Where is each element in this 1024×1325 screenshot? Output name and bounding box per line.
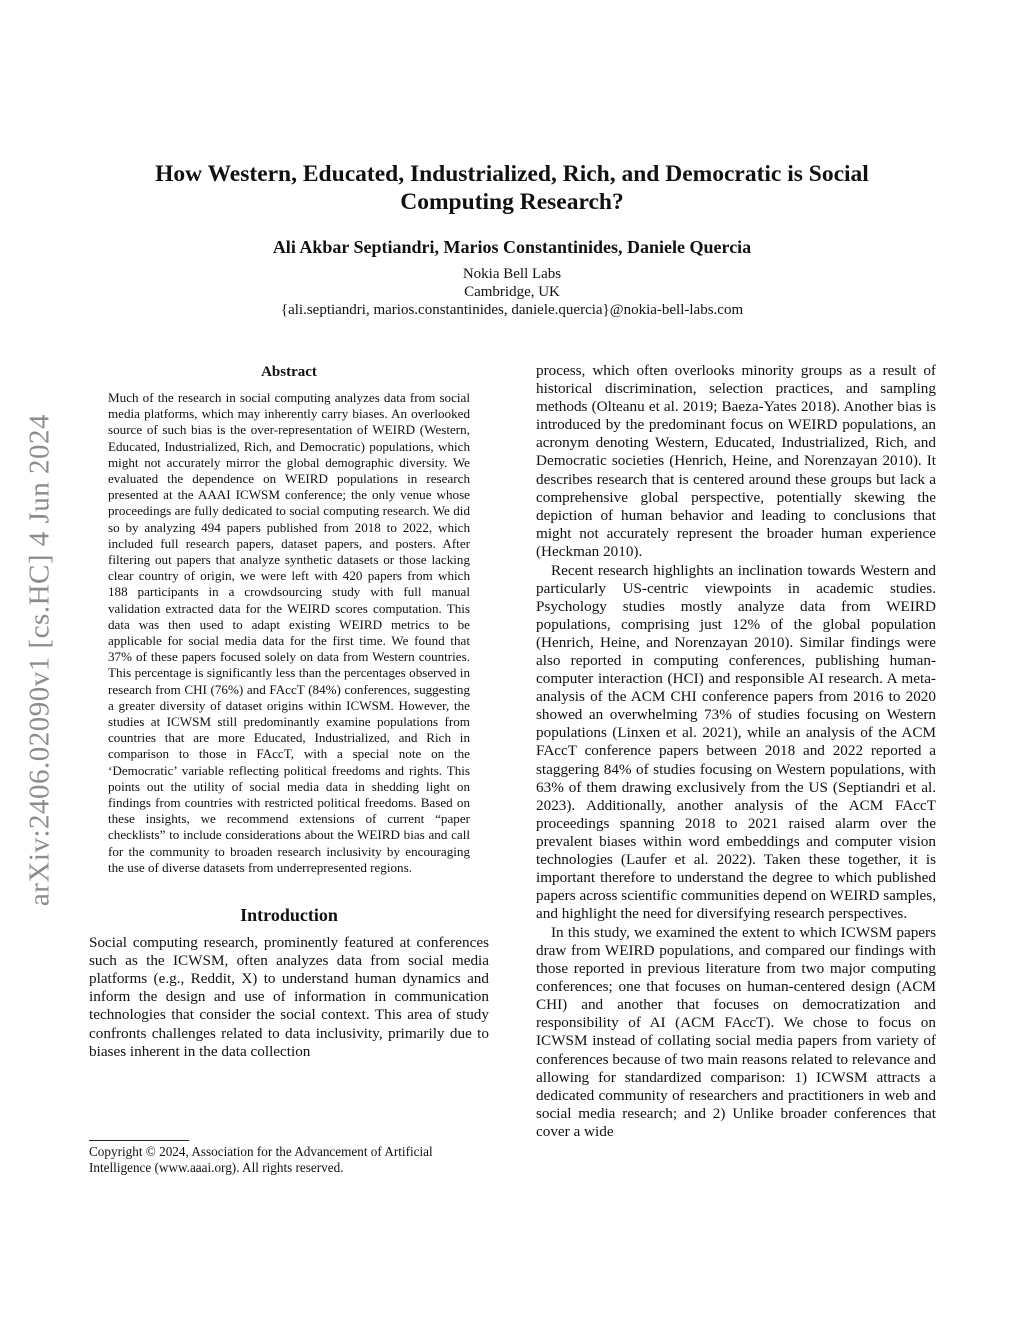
introduction-heading: Introduction xyxy=(240,905,338,926)
author-list: Ali Akbar Septiandri, Marios Constantinides, Daniele Quercia xyxy=(272,237,752,257)
author-emails: {ali.septiandri, marios.constantinides, daniele.quercia}@nokia-bell-labs.com xyxy=(280,302,744,318)
right-column xyxy=(536,362,936,1141)
left-column xyxy=(89,362,489,1061)
abstract-text: Much of the research in social computing analyzes data from social media platforms, which may inherently carry biases. An overlooked source of such bias is the over-representation of WEIRD (Western, Educated, Industrialized, Rich, and Democratic) populations, which might not accurately mirror the global demographic diversity. We evaluated the dependence on WEIRD populations in research presented at the AAAI ICWSM conference; the only venue whose proceedings are fully dedicated to social computing research. We did so by analyzing 494 papers published from 2018 to 2022, which included full research papers, dataset papers, and posters. After filtering out papers that analyze synthetic datasets or those lacking clear country of origin, we were left with 420 papers from which 188 participants in a crowdsourcing study with full manual validation extracted data for the WEIRD scores computation. This data was then used to adapt existing WEIRD metrics to be applicable for social media data for the first time. We found that 37% of these papers focused solely on data from Western countries. This percentage is significantly less than the percentages observed in research from CHI (76%) and FAccT (84%) conferences, suggesting a greater diversity of dataset origins within ICWSM. However, the studies at ICWSM still predominantly examine populations from countries that are more Educated, Industrialized, and Rich in comparison to those in FAccT, with a special note on the ‘Democratic’ variable reflecting political freedoms and rights. This points out the utility of social media data in shedding light on findings from countries with restricted political freedoms. Based on these insights, we recommend extensions of current “paper checklists” to include considerations about the WEIRD bias and call for the community to broaden research inclusivity by encouraging the use of diverse datasets from underrepresented regions. xyxy=(108,390,470,875)
body-paragraph-2: Recent research highlights an inclination towards Western and particularly US-centric viewpoints in academic studies. Psychology studies mostly analyze data from WEIRD populations, comprising just 12% of the global population (Henrich, Heine, and Norenzayan 2010). Similar findings were also reported in computing conferences, publishing human-computer interaction (HCI) and responsible AI research. A meta-analysis of the ACM CHI conference papers from 2016 to 2020 showed an overwhelming 73% of studies focusing on Western populations (Linxen et al. 2021), while an analysis of the ACM FAccT conference papers between 2018 and 2022 reported a staggering 84% of studies focusing on Western populations, with 63% of them drawing exclusively from the US (Septiandri et al. 2023). Additionally, another analysis of the ACM FAccT proceedings spanning 2018 to 2021 raised alarm over the prevalent biases within word embeddings and computer vision technologies (Laufer et al. 2022). Taken these together, it is important therefore to understand the degree to which published papers across scientific communities depend on WEIRD samples, and highlight the need for diversifying research perspectives. xyxy=(536,561,936,923)
abstract-heading: Abstract xyxy=(261,364,317,380)
footnote-divider xyxy=(89,1140,189,1141)
paper-title: How Western, Educated, Industrialized, Rich, and Democratic is Social Computing Research? xyxy=(155,161,869,215)
affiliation-block xyxy=(100,265,924,319)
affiliation-location: Cambridge, UK xyxy=(464,284,560,300)
affiliation-org: Nokia Bell Labs xyxy=(462,266,562,282)
copyright-footnote: Copyright © 2024, Association for the Advancement of Artificial Intelligence (www.aaai.org). All rights reserved. xyxy=(89,1144,433,1175)
introduction-paragraph: Social computing research, prominently featured at conferences such as the ICWSM, often analyzes data from social media platforms (e.g., Reddit, X) to understand human dynamics and inform the design and use of information in communication technologies that consider the social context. This area of study confronts challenges related to data inclusivity, primarily due to biases inherent in the data collection xyxy=(89,934,489,1060)
body-paragraph-1: process, which often overlooks minority groups as a result of historical discrimination, selection practices, and sampling methods (Olteanu et al. 2019; Baeza-Yates 2018). Another bias is introduced by the predominant focus on WEIRD populations, an acronym denoting Western, Educated, Industrialized, Rich, and Democratic societies (Henrich, Heine, and Norenzayan 2010). It describes research that is centered around these groups but lack a comprehensive global perspective, potentially skewing the depiction of human behavior and leading to conclusions that might not accurately represent the broader human experience (Heckman 2010). xyxy=(536,362,936,560)
body-paragraph-3: In this study, we examined the extent to which ICWSM papers draw from WEIRD populations, and compared our findings with those reported in previous literature from two major computing conferences; one that focuses on human-centered design (ACM CHI) and another that focuses on democratization and responsibility of AI (ACM FAccT). We chose to focus on ICWSM instead of collating social media papers from variety of conferences because of two main reasons related to relevance and allowing for standardized comparison: 1) ICWSM attracts a dedicated community of researchers and practitioners in web and social media research; and 2) Unlike broader conferences that cover a wide xyxy=(536,923,936,1140)
arxiv-identifier-stamp: arXiv:2406.02090v1 [cs.HC] 4 Jun 2024 xyxy=(23,413,56,907)
